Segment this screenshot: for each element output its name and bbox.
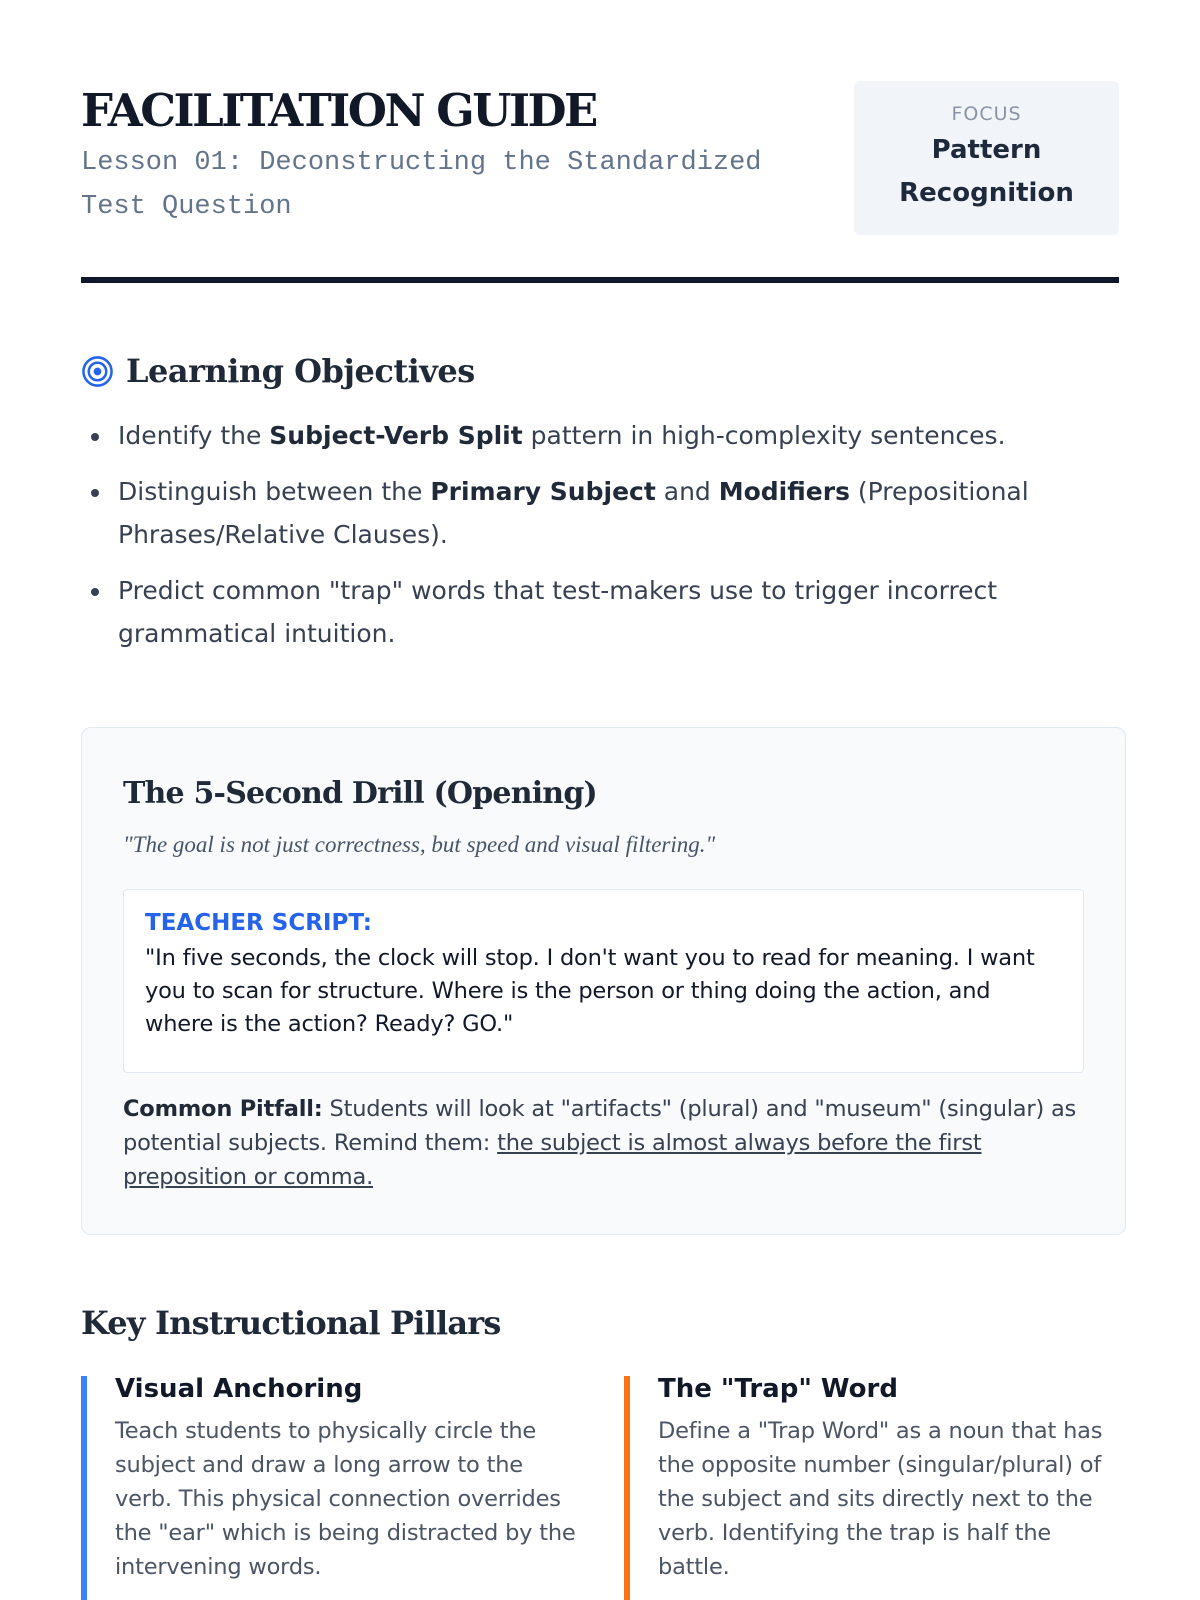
objective-key-term: Primary Subject bbox=[430, 477, 656, 506]
objective-text: Distinguish between the bbox=[118, 477, 431, 506]
objective-text: and bbox=[655, 477, 719, 506]
objective-text: (Prepositional Phrases/Relative Clauses). bbox=[118, 477, 1029, 549]
focus-box bbox=[854, 81, 1119, 235]
objective-item bbox=[118, 414, 1038, 457]
pitfall-label: Common Pitfall: bbox=[123, 1096, 323, 1122]
teacher-script-label: TEACHER SCRIPT: bbox=[145, 910, 372, 936]
objective-text: Identify the bbox=[118, 421, 270, 450]
focus-value: Pattern Recognition bbox=[899, 135, 1074, 208]
pillar-visual-anchoring bbox=[81, 1376, 580, 1600]
common-pitfall bbox=[123, 1092, 1083, 1194]
pitfall-text: Students will look at "artifacts" (plural) and "museum" (singular) as potential subjects. Remind them: bbox=[123, 1096, 1077, 1156]
pitfall-emphasis: the subject is almost always before the first preposition or comma. bbox=[123, 1130, 982, 1190]
drill-card bbox=[81, 727, 1126, 1235]
objective-key-term: Subject-Verb Split bbox=[269, 421, 523, 450]
pillars-heading: Key Instructional Pillars bbox=[81, 1304, 501, 1342]
teacher-script-box bbox=[123, 889, 1084, 1073]
pillar-text: Teach students to physically circle the subject and draw a long arrow to the verb. This physical connection overrides the "ear" which is being distracted by the intervening words. bbox=[115, 1418, 576, 1580]
drill-quote: "The goal is not just correctness, but speed and visual filtering." bbox=[123, 832, 716, 857]
pillar-title: The "Trap" Word bbox=[658, 1374, 898, 1404]
pillar-text: Define a "Trap Word" as a noun that has the opposite number (singular/plural) of the subject and sits directly next to the verb. Identifying the trap is half the battle. bbox=[658, 1418, 1103, 1580]
objective-text: pattern in high-complexity sentences. bbox=[522, 421, 1006, 450]
pillar-title: Visual Anchoring bbox=[115, 1374, 363, 1404]
objectives-list bbox=[118, 414, 1038, 668]
drill-title: The 5-Second Drill (Opening) bbox=[123, 776, 597, 811]
lesson-subtitle: Lesson 01: Deconstructing the Standardized Test Question bbox=[81, 148, 762, 222]
target-icon bbox=[81, 355, 114, 388]
objectives-title: Learning Objectives bbox=[126, 352, 475, 390]
focus-label: FOCUS bbox=[951, 103, 1022, 125]
pillar-trap-word bbox=[624, 1376, 1126, 1600]
objective-text: Predict common "trap" words that test-makers use to trigger incorrect grammatical intuition. bbox=[118, 576, 998, 648]
teacher-script-text: "In five seconds, the clock will stop. I don't want you to read for meaning. I want you to scan for structure. Where is the person or thing doing the action, and where is the action? Ready? GO." bbox=[145, 945, 1035, 1037]
objective-item bbox=[118, 470, 1038, 556]
objective-item bbox=[118, 569, 1038, 655]
objective-key-term: Modifiers bbox=[718, 477, 850, 506]
page-title: FACILITATION GUIDE bbox=[81, 84, 596, 137]
objectives-heading bbox=[81, 352, 475, 390]
header bbox=[81, 0, 1119, 283]
